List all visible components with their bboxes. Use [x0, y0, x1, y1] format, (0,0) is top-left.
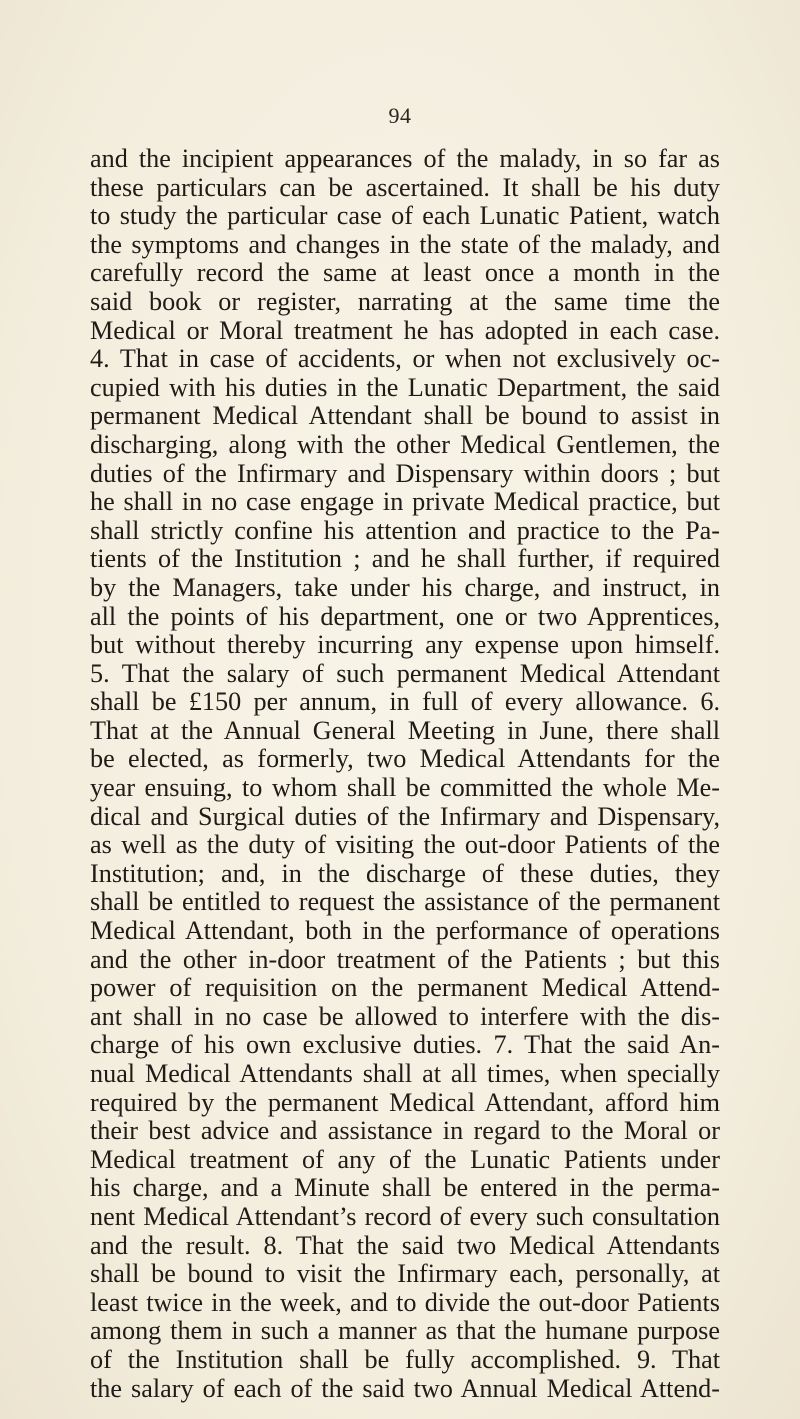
text-line: carefully record the same at least once a month in the: [90, 258, 720, 288]
text-line: Medical Attendant, both in the performance of operations: [90, 916, 720, 946]
text-line: all the points of his department, one or two Apprentices,: [90, 601, 720, 631]
text-line: 5. That the salary of such permanent Medical Attendant: [90, 658, 720, 688]
text-line: and the incipient appearances of the malady, in so far as: [90, 144, 720, 173]
text-line: nual Medical Attendants shall at all times, when specially: [90, 1059, 720, 1088]
text-line: of the Institution shall be fully accomplished. 9. That: [90, 1344, 720, 1374]
text-line: the salary of each of the said two Annual Medical Attend-: [90, 1373, 720, 1403]
text-line: Medical or Moral treatment he has adopted in each case.: [90, 315, 720, 345]
text-line: charge of his own exclusive duties. 7. That the said An-: [90, 1030, 720, 1060]
text-line: nent Medical Attendant’s record of every such consultation: [90, 1201, 720, 1231]
text-line: Institution; and, in the discharge of these duties, they: [90, 858, 720, 888]
text-line: among them in such a manner as that the humane purpose: [90, 1316, 720, 1346]
text-line: shall strictly confine his attention and practice to the Pa-: [90, 515, 720, 545]
text-line: Medical treatment of any of the Lunatic Patients under: [90, 1144, 720, 1174]
text-line: least twice in the week, and to divide the out-door Patients: [90, 1287, 720, 1317]
text-line: cupied with his duties in the Lunatic Department, the said: [90, 372, 720, 402]
body-text: [90, 145, 720, 1403]
text-line: said book or register, narrating at the same time the: [90, 286, 720, 316]
text-line: required by the permanent Medical Attendant, afford him: [90, 1087, 720, 1117]
text-line: permanent Medical Attendant shall be bound to assist in: [90, 401, 720, 431]
text-line: his charge, and a Minute shall be entered in the perma-: [90, 1173, 720, 1203]
text-line: but without thereby incurring any expense upon himself.: [90, 630, 720, 660]
text-line: shall be £150 per annum, in full of every allowance. 6.: [90, 687, 720, 717]
text-line: power of requisition on the permanent Medical Attend-: [90, 973, 720, 1003]
text-line: That at the Annual General Meeting in June, there shall: [90, 715, 720, 745]
text-line: year ensuing, to whom shall be committed the whole Me-: [90, 773, 720, 803]
text-line: to study the particular case of each Lunatic Patient, watch: [90, 201, 720, 231]
text-line: ant shall in no case be allowed to interfere with the dis-: [90, 1001, 720, 1031]
text-line: discharging, along with the other Medical Gentlemen, the: [90, 429, 720, 459]
text-line: dical and Surgical duties of the Infirmary and Dispensary,: [90, 801, 720, 831]
page-number: 94: [388, 103, 412, 128]
text-line: and the result. 8. That the said two Medical Attendants: [90, 1230, 720, 1260]
text-line: 4. That in case of accidents, or when not exclusively oc-: [90, 344, 720, 374]
text-line: the symptoms and changes in the state of the malady, and: [90, 229, 720, 259]
text-line: by the Managers, take under his charge, and instruct, in: [90, 572, 720, 602]
text-line: duties of the Infirmary and Dispensary within doors ; but: [90, 458, 720, 488]
text-line: shall be bound to visit the Infirmary each, personally, at: [90, 1259, 720, 1289]
text-line: shall be entitled to request the assistance of the permanent: [90, 887, 720, 917]
text-line: and the other in-door treatment of the Patients ; but this: [90, 944, 720, 974]
text-line: tients of the Institution ; and he shall further, if required: [90, 544, 720, 574]
text-line: be elected, as formerly, two Medical Attendants for the: [90, 744, 720, 774]
text-line: these particulars can be ascertained. It shall be his duty: [90, 172, 720, 202]
text-line: their best advice and assistance in regard to the Moral or: [90, 1116, 720, 1146]
text-line: as well as the duty of visiting the out-door Patients of the: [90, 830, 720, 860]
text-line: he shall in no case engage in private Medical practice, but: [90, 487, 720, 517]
